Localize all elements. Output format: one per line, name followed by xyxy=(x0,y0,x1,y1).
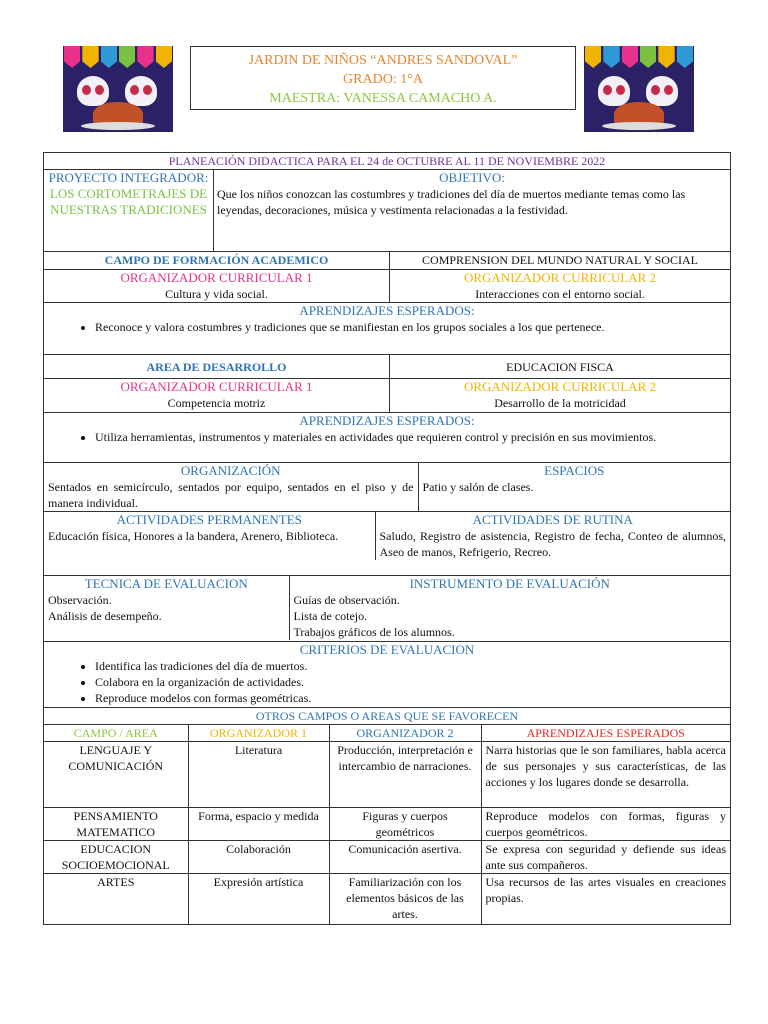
table-cell: Literatura xyxy=(188,742,329,808)
tecnica-label: TECNICA DE EVALUACION xyxy=(84,576,248,591)
otros-header: APRENDIZAJES ESPERADOS xyxy=(526,726,685,740)
organizacion-row xyxy=(44,463,731,512)
act-rutina-cell xyxy=(375,512,730,560)
organizacion-text: Sentados en semicírculo, sentados por equipo, sentados en el piso y de manera individual. xyxy=(48,480,414,510)
table-cell: ARTES xyxy=(44,874,188,924)
teacher-label: MAESTRA: VANESSA CAMACHO A. xyxy=(269,91,497,106)
criterios-label: CRITERIOS DE EVALUACION xyxy=(299,642,475,657)
table-cell: Narra historias que le son familiares, habla acerca de sus personajes y sus características, de las acciones y los lugares donde se desarrolla. xyxy=(485,743,726,789)
list-item: Observación. xyxy=(48,593,112,607)
org1-cell xyxy=(44,270,390,303)
act-perm-cell xyxy=(44,512,375,560)
act-perm-label: ACTIVIDADES PERMANENTES xyxy=(116,512,302,527)
list-item: • Reproduce modelos con formas geométricas. xyxy=(95,690,727,706)
list-item: Guías de observación. xyxy=(293,593,400,607)
objective-label: OBJETIVO: xyxy=(439,170,505,185)
objective-text: Que los niños conozcan las costumbres y tradiciones del día de muertos mediante temas como las leyendas, decoraciones, música y vestimenta relacionadas a la festividad. xyxy=(217,187,686,217)
instrumento-cell xyxy=(289,576,730,640)
table-cell: Comunicación asertiva. xyxy=(329,841,481,874)
area-org2-value: Desarrollo de la motricidad xyxy=(494,396,626,410)
area-org1-cell xyxy=(44,379,390,413)
org2-cell xyxy=(390,270,731,303)
espacios-cell xyxy=(418,463,730,511)
list-item: • Identifica las tradiciones del día de muertos. xyxy=(95,658,727,674)
table-cell: EDUCACION SOCIOEMOCIONAL xyxy=(44,841,188,874)
table-row xyxy=(44,808,730,841)
table-cell: Usa recursos de las artes visuales en creaciones propias. xyxy=(485,875,726,905)
grade-label: GRADO: 1°A xyxy=(343,72,423,87)
otros-header: CAMPO / AREA xyxy=(44,725,188,742)
espacios-label: ESPACIOS xyxy=(544,463,605,478)
tecnica-cell xyxy=(44,576,289,640)
criterios-cell xyxy=(44,642,731,708)
area-org1-value: Competencia motriz xyxy=(167,396,266,410)
org2-label: ORGANIZADOR CURRICULAR 2 xyxy=(463,270,657,285)
area-aprendizajes-label: APRENDIZAJES ESPERADOS: xyxy=(299,413,475,428)
area-aprendizajes-cell xyxy=(44,413,731,463)
organizacion-cell xyxy=(44,463,418,511)
campo-label: CAMPO DE FORMACIÓN ACADEMICO xyxy=(44,252,390,270)
plan-title: PLANEACIÓN DIDACTICA PARA EL 24 de OCTUBRE AL 11 DE NOVIEMBRE 2022 xyxy=(44,153,731,170)
area-org2-label: ORGANIZADOR CURRICULAR 2 xyxy=(463,379,657,394)
otros-campos-row xyxy=(44,725,731,925)
table-row xyxy=(44,874,730,924)
school-name: JARDIN DE NIÑOS “ANDRES SANDOVAL” xyxy=(248,53,518,68)
instrumento-label: INSTRUMENTO DE EVALUACIÓN xyxy=(409,576,610,591)
evaluacion-row xyxy=(44,576,731,642)
list-item: • Utiliza herramientas, instrumentos y materiales en actividades que requieren control y precisión en sus movimientos. xyxy=(95,429,727,445)
area-label: AREA DE DESARROLLO xyxy=(44,355,390,379)
act-perm-text: Educación física, Honores a la bandera, Arenero, Biblioteca. xyxy=(48,529,339,543)
actividades-row xyxy=(44,512,731,576)
day-of-the-dead-skulls-icon xyxy=(63,46,173,132)
table-cell: Expresión artística xyxy=(188,874,329,924)
area-value: EDUCACION FISCA xyxy=(390,355,731,379)
otros-campos-table xyxy=(44,725,730,924)
list-item: • Reconoce y valora costumbres y tradiciones que se manifiestan en los grupos sociales a los que pertenece. xyxy=(95,319,727,335)
act-rutina-label: ACTIVIDADES DE RUTINA xyxy=(472,512,633,527)
org1-value: Cultura y vida social. xyxy=(165,287,268,301)
otros-header: ORGANIZADOR 2 xyxy=(329,725,481,742)
otros-header: ORGANIZADOR 1 xyxy=(188,725,329,742)
objective-cell xyxy=(214,170,731,252)
campo-value: COMPRENSION DEL MUNDO NATURAL Y SOCIAL xyxy=(390,252,731,270)
table-cell: PENSAMIENTO MATEMATICO xyxy=(44,808,188,841)
aprendizajes-cell xyxy=(44,303,731,355)
table-cell: LENGUAJE Y COMUNICACIÓN xyxy=(44,742,188,808)
table-row xyxy=(44,841,730,874)
table-cell: Se expresa con seguridad y defiende sus ideas ante sus compañeros. xyxy=(485,842,726,872)
school-header xyxy=(190,46,576,110)
table-cell: Familiarización con los elementos básicos de las artes. xyxy=(329,874,481,924)
table-cell: Producción, interpretación e intercambio de narraciones. xyxy=(329,742,481,808)
org1-label: ORGANIZADOR CURRICULAR 1 xyxy=(120,270,313,285)
list-item: Análisis de desempeño. xyxy=(48,609,162,623)
org2-value: Interacciones con el entorno social. xyxy=(475,287,645,301)
area-org2-cell xyxy=(390,379,731,413)
espacios-text: Patio y salón de clases. xyxy=(422,480,534,494)
project-cell xyxy=(44,170,214,252)
table-cell: Reproduce modelos con formas, figuras y cuerpos geométricos. xyxy=(485,809,726,839)
list-item: Trabajos gráficos de los alumnos. xyxy=(293,625,455,639)
planning-table xyxy=(43,152,731,925)
list-item: • Colabora en la organización de actividades. xyxy=(95,674,727,690)
project-name: LOS CORTOMETRAJES DE NUESTRAS TRADICIONES xyxy=(49,186,208,217)
table-row xyxy=(44,742,730,808)
project-label: PROYECTO INTEGRADOR: xyxy=(48,170,209,185)
aprendizajes-label: APRENDIZAJES ESPERADOS: xyxy=(299,303,475,318)
table-cell: Figuras y cuerpos geométricos xyxy=(329,808,481,841)
organizacion-label: ORGANIZACIÓN xyxy=(180,463,281,478)
day-of-the-dead-skulls-icon xyxy=(584,46,694,132)
otros-label: OTROS CAMPOS O AREAS QUE SE FAVORECEN xyxy=(44,708,731,725)
act-rutina-text: Saludo, Registro de asistencia, Registro de fecha, Conteo de alumnos, Aseo de manos, Refrigerio, Recreo. xyxy=(379,529,726,559)
list-item: Lista de cotejo. xyxy=(293,609,368,623)
area-org1-label: ORGANIZADOR CURRICULAR 1 xyxy=(120,379,313,394)
table-cell: Colaboración xyxy=(188,841,329,874)
table-cell: Forma, espacio y medida xyxy=(188,808,329,841)
